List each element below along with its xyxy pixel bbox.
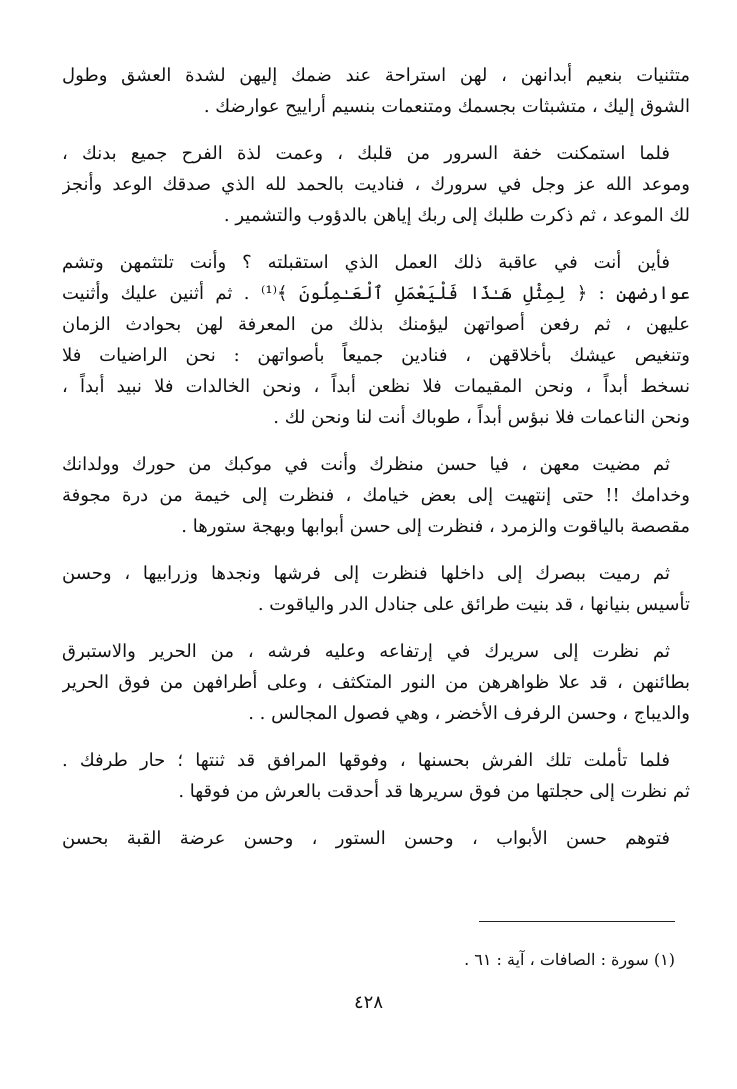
text-line: فأين أنت في عاقبة ذلك العمل الذي استقبلته ؟ وأنت تلتثمهن وتشم <box>62 252 671 273</box>
text-line: عوارضهن : ﴿ لِمِثْلِ هَـٰذَا فَلْيَعْمَلِ ٱلْعَـٰمِلُونَ ﴾⁽¹⁾ . ثم أثنين عليك وأثنيت <box>62 283 690 304</box>
text-line: وموعد الله عز وجل في سرورك ، فناديت بالحمد لله الذي صدقك الوعد وأنجز <box>62 174 690 195</box>
text-line: لك الموعد ، ثم ذكرت طلبك إلى ربك إياهن بالدؤوب والتشمير . <box>223 205 690 226</box>
text-line: ثم مضيت معهن ، فيا حسن منظرك وأنت في موكبك من حورك وولدانك <box>62 454 670 475</box>
paragraph <box>62 449 690 542</box>
text-line: ونحن الناعمات فلا نبؤس أبداً ، طوباك أنت لنا ونحن لك . <box>273 407 690 428</box>
text-line: ثم نظرت إلى سريرك في إرتفاعه وعليه فرشه ، من الحرير والاستبرق <box>62 641 670 662</box>
text-line: والديباج ، وحسن الرفرف الأخضر ، وهي فصول المجالس . . <box>248 703 690 724</box>
text-line: نسخط أبداً ، ونحن المقيمات فلا نظعن أبداً ، ونحن الخالدات فلا نبيد أبداً ، <box>62 376 690 397</box>
paragraph <box>62 558 690 620</box>
text-line: عليهن ، ثم رفعن أصواتهن ليؤمنك بذلك من المعرفة لهن بحوادث الزمان <box>62 314 690 335</box>
text-line: تأسيس بنيانها ، قد بنيت طرائق على جنادل الدر والياقوت . <box>257 594 690 615</box>
text-line: ثم نظرت إلى حجلتها من فوق سريرها قد أحدقت بالعرش من فوقها . <box>178 781 690 802</box>
text-line: متثنيات بنعيم أبدانهن ، لهن استراحة عند ضمك إليهن لشدة العشق وطول <box>62 65 690 86</box>
paragraph <box>62 636 690 729</box>
paragraph <box>62 823 690 854</box>
main-text <box>62 60 690 854</box>
text-line: وتنغيص عيشك بأخلاقهن ، فنادين جميعاً بأصواتهن : نحن الراضيات فلا <box>62 345 690 366</box>
footnote: (١) سورة : الصافات ، آية : ٦١ . <box>464 950 675 969</box>
text-line: مقصصة بالياقوت والزمرد ، فنظرت إلى حسن أبوابها وبهجة ستورها . <box>181 516 690 537</box>
text-line: فلما تأملت تلك الفرش بحسنها ، وفوقها المرافق قد ثنتها ؛ حار طرفك . <box>62 750 670 771</box>
paragraph <box>62 138 690 231</box>
paragraph <box>62 60 690 122</box>
text-line: ثم رميت ببصرك إلى داخلها فنظرت إلى فرشها ونجدها وزرابيها ، وحسن <box>62 563 670 584</box>
paragraph <box>62 247 690 433</box>
text-line: فلما استمكنت خفة السرور من قلبك ، وعمت لذة الفرح جميع بدنك ، <box>62 143 670 164</box>
text-line: بطائنهن ، قد علا ظواهرهن من النور المتكثف ، وعلى أطرافهن من فوق الحرير <box>62 672 690 693</box>
page-number: ٤٢٨ <box>353 992 383 1013</box>
text-line: وخدامك !! حتى إنتهيت إلى بعض خيامك ، فنظرت إلى خيمة من درة مجوفة <box>62 485 690 506</box>
footnote-divider <box>479 921 675 922</box>
text-line: فتوهم حسن الأبواب ، وحسن الستور ، وحسن عرضة القبة بحسن <box>62 828 670 849</box>
text-line: الشوق إليك ، متشبثات بجسمك ومتنعمات بنسيم أراييح عوارضك . <box>203 96 690 117</box>
paragraph <box>62 745 690 807</box>
